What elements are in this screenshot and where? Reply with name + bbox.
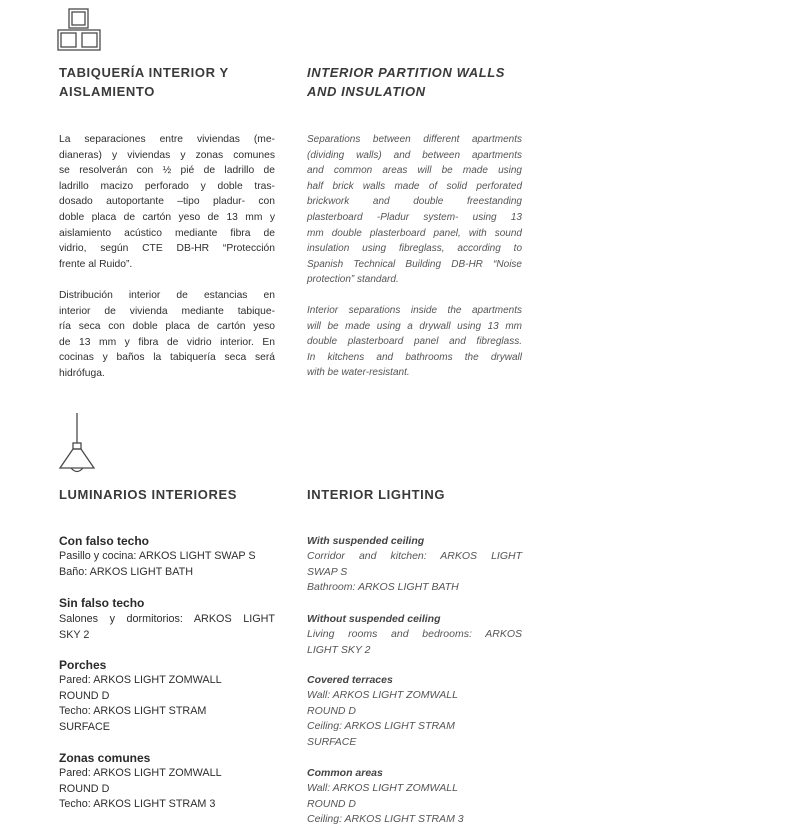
lighting-group-title-en: With suspended ceiling <box>307 535 425 547</box>
partition-heading-en: INTERIOR PARTITION WALLS AND INSULATION <box>307 65 506 99</box>
partition-walls-icon <box>56 6 102 52</box>
partition-paragraph-1-es: La separaciones entre viviendas (me- dianeras) y viviendas y zonas comunes se resolverán con ½ pié de ladrillo de ladrillo macizo perforado y doble tras- dosado autoportante –tipo pladur- con doble placa de cartón yeso de 13 mm y aislamiento acústico mediante fibra de vidrio, según CTE DB-HR “Protección frente al Ruido”. <box>59 134 275 270</box>
lighting-heading-en: INTERIOR LIGHTING <box>307 487 446 502</box>
lighting-group-lines-es: Salones y dormitorios: ARKOS LIGHT SKY 2 <box>59 613 275 641</box>
lighting-group-lines-es: Pasillo y cocina: ARKOS LIGHT SWAP S Baño: ARKOS LIGHT BATH <box>59 550 256 578</box>
lighting-group-lines-es: Pared: ARKOS LIGHT ZOMWALL ROUND D Techo: ARKOS LIGHT STRAM SURFACE <box>59 674 222 733</box>
pendant-lamp-icon <box>57 413 97 475</box>
lighting-group-lines-es: Pared: ARKOS LIGHT ZOMWALL ROUND D Techo: ARKOS LIGHT STRAM 3 <box>59 767 222 811</box>
lighting-group-lines-en: Living rooms and bedrooms: ARKOS LIGHT SKY 2 <box>307 628 522 656</box>
lighting-group-title-en: Common areas <box>307 767 383 779</box>
partition-paragraph-2-es: Distribución interior de estancias en interior de vivienda mediante tabique- ría seca con doble placa de cartón yeso de 13 mm y fibra de vidrio interior. En cocinas y baños la tabiquería seca será hidrófuga. <box>59 290 275 379</box>
lighting-group-title-es: Zonas comunes <box>59 751 151 765</box>
partition-paragraph-2-en: Interior separations inside the apartments will be made using a drywall using 13 mm double plasterboard panel and fibreglass. In kitchens and bathrooms the drywall with be water-resistant. <box>307 305 522 379</box>
lighting-group-lines-en: Wall: ARKOS LIGHT ZOMWALL ROUND D Ceiling: ARKOS LIGHT STRAM 3 <box>307 782 464 826</box>
lighting-group-lines-en: Wall: ARKOS LIGHT ZOMWALL ROUND D Ceiling: ARKOS LIGHT STRAM SURFACE <box>307 689 458 748</box>
partition-paragraph-1-en: Separations between different apartments (dividing walls) and between apartments and common areas will be made using half brick walls made of solid perforated brickwork and double freestanding plasterboard -Pladur system- using 13 mm double plasterboard panel, with sound insulation using fibreglass, according to Spanish Technical Building DB-HR “Noise protection” standard. <box>307 134 522 286</box>
lighting-group-lines-en: Corridor and kitchen: ARKOS LIGHT SWAP S Bathroom: ARKOS LIGHT BATH <box>307 550 522 594</box>
lighting-group-title-es: Porches <box>59 658 107 672</box>
lighting-group-title-es: Con falso techo <box>59 534 150 548</box>
lighting-group-title-es: Sin falso techo <box>59 596 145 610</box>
lighting-group-title-en: Without suspended ceiling <box>307 613 441 625</box>
lighting-group-title-en: Covered terraces <box>307 674 393 686</box>
partition-heading-es: TABIQUERÍA INTERIOR Y AISLAMIENTO <box>59 65 229 99</box>
lighting-heading-es: LUMINARIOS INTERIORES <box>59 487 237 502</box>
